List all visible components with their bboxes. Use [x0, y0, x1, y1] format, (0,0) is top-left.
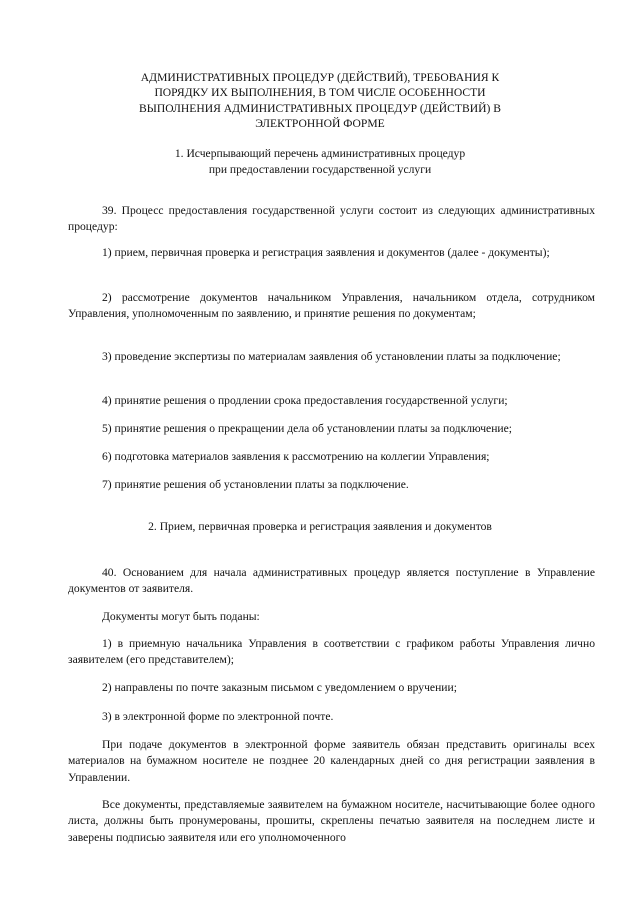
submission-item-1: 1) в приемную начальника Управления в соответствии с графиком работы Управления лично заявителем (его представителем); — [68, 637, 595, 667]
paragraph-40: 40. Основанием для начала административных процедур является поступление в Управление документов от заявителя. — [68, 566, 595, 596]
list-item-2: 2) рассмотрение документов начальником Управления, начальником отдела, сотрудником Управления, уполномоченным по заявлению, и принятие решения по документам; — [68, 291, 595, 321]
document-heading — [60, 70, 580, 132]
heading-line: ЭЛЕКТРОННОЙ ФОРМЕ — [255, 117, 385, 131]
submission-item-3: 3) в электронной форме по электронной почте. — [102, 710, 334, 723]
section-1-title-line: при предоставлении государственной услуги — [208, 163, 432, 176]
paragraph-39: 39. Процесс предоставления государственной услуги состоит из следующих административных процедур: — [68, 204, 595, 234]
heading-line: ПОРЯДКУ ИХ ВЫПОЛНЕНИЯ, В ТОМ ЧИСЛЕ ОСОБЕННОСТИ — [154, 86, 486, 100]
section-1-title-line: 1. Исчерпывающий перечень административных процедур — [174, 147, 466, 160]
paragraph-paper-documents: Все документы, представляемые заявителем на бумажном носителе, насчитывающие более одного листа, должны быть пронумерованы, прошиты, скреплены печатью заявителя на последнем листе и заверены подписью заявителя или его уполномоченного — [68, 798, 595, 844]
section-2-title: 2. Прием, первичная проверка и регистрация заявления и документов — [148, 520, 492, 533]
list-item-3: 3) проведение экспертизы по материалам заявления об установлении платы за подключение; — [102, 350, 561, 363]
heading-line: ВЫПОЛНЕНИЯ АДМИНИСТРАТИВНЫХ ПРОЦЕДУР (ДЕЙСТВИЙ) В — [139, 101, 501, 115]
list-item-6: 6) подготовка материалов заявления к рассмотрению на коллегии Управления; — [102, 450, 490, 463]
list-item-5: 5) принятие решения о прекращении дела об установлении платы за подключение; — [102, 422, 512, 435]
paragraph-documents-submitted: Документы могут быть поданы: — [102, 610, 260, 623]
paragraph-electronic-originals: При подаче документов в электронной форме заявитель обязан представить оригиналы всех материалов на бумажном носителе не позднее 20 календарных дней со дня регистрации заявления в Управлении. — [68, 738, 595, 784]
list-item-4: 4) принятие решения о продлении срока предоставления государственной услуги; — [102, 394, 508, 407]
list-item-7: 7) принятие решения об установлении платы за подключение. — [102, 478, 409, 491]
submission-item-2: 2) направлены по почте заказным письмом с уведомлением о вручении; — [102, 681, 457, 694]
heading-line: АДМИНИСТРАТИВНЫХ ПРОЦЕДУР (ДЕЙСТВИЙ), ТРЕБОВАНИЯ К — [140, 71, 500, 84]
list-item-1: 1) прием, первичная проверка и регистрация заявления и документов (далее - документы); — [102, 246, 550, 259]
